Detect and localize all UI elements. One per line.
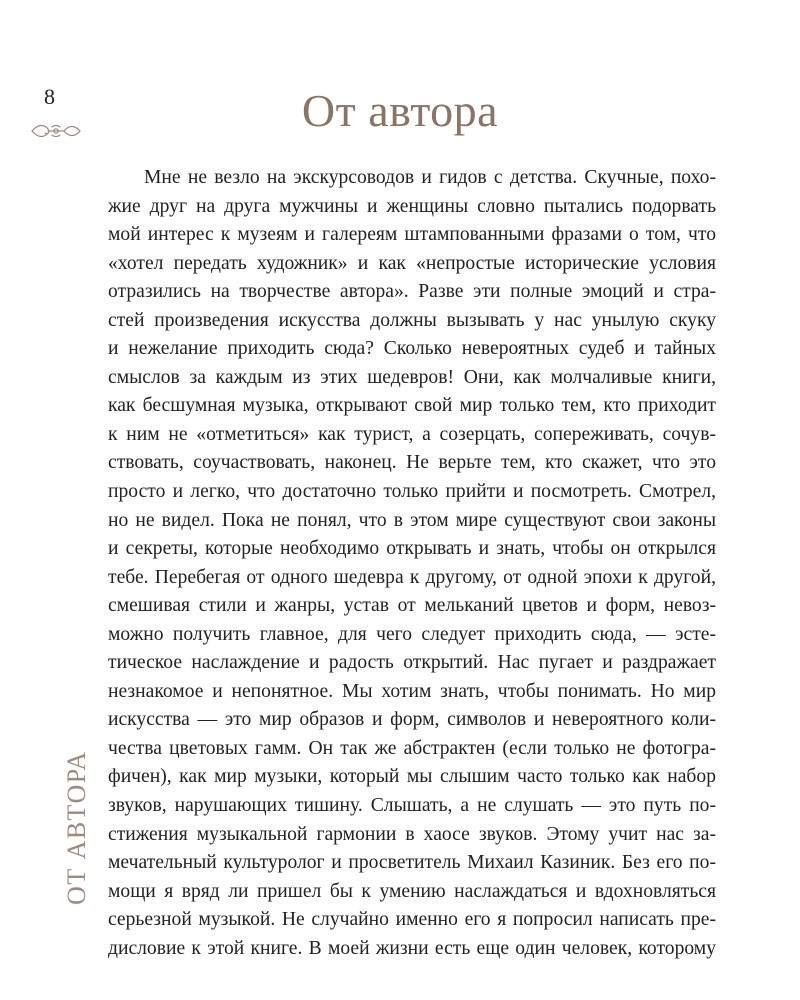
text-line: и нежелание приходить сюда? Сколько невероятных судеб и тайных [108, 338, 716, 360]
page-number: 8 [44, 84, 55, 109]
text-line: можно получить главное, для чего следует приходить сюда, — эсте- [108, 623, 716, 645]
text-line: стижения музыкальной гармонии в хаосе звуков. Этому учит нас за- [108, 823, 716, 845]
text-line: мощи я вряд ли пришел бы к умению наслаждаться и вдохновляться [108, 880, 716, 902]
text-line: искусства — это мир образов и форм, символов и невероятного коли- [108, 709, 716, 731]
text-line: фичен), как мир музыки, который мы слышим часто только как набор [108, 766, 716, 788]
text-line: как бесшумная музыка, открывают свой мир только тем, кто приходит [108, 395, 716, 417]
text-line: и секреты, которые необходимо открывать и знать, чтобы он открылся [108, 538, 716, 560]
text-line: мечательный культуролог и просветитель Михаил Казиник. Без его по- [108, 852, 716, 874]
text-line: смыслов за каждым из этих шедевров! Они, как молчаливые книги, [108, 366, 716, 388]
text-line: тебе. Перебегая от одного шедевра к другому, от одной эпохи к другой, [108, 566, 716, 588]
body-text [108, 164, 716, 963]
text-line: стей произведения искусства должны вызывать у нас унылую скуку [108, 309, 716, 331]
text-line: незнакомое и непонятное. Мы хотим знать, чтобы понимать. Но мир [108, 680, 716, 702]
text-line: Мне не везло на экскурсоводов и гидов с детства. Скучные, похо- [144, 167, 716, 188]
text-line: к ним не «отметиться» как турист, а созерцать, сопереживать, сочув- [108, 423, 716, 445]
text-line: мой интерес к музеям и галереям штампованными фразами о том, что [108, 224, 716, 246]
text-line: серьезной музыкой. Не случайно именно его я попросил написать пре- [108, 909, 716, 931]
text-line: чества цветовых гамм. Он так же абстрактен (если только не фотогра- [108, 737, 716, 759]
side-running-title: ОТ АВТОРА [62, 750, 91, 905]
text-line: ствовать, соучаствовать, наконец. Не верьте тем, кто скажет, что это [108, 452, 716, 474]
text-line: тическое наслаждение и радость открытий. Нас пугает и раздражает [108, 652, 716, 674]
text-line: «хотел передать художник» и как «непростые исторические условия [108, 252, 716, 274]
text-line: отразились на творчестве автора». Разве эти полные эмоций и стра- [108, 281, 716, 303]
text-line: дисловие к этой книге. В моей жизни есть еще один человек, которому [108, 937, 716, 959]
text-line: звуков, нарушающих тишину. Слышать, а не слушать — это путь по- [108, 795, 716, 817]
text-line: смешивая стили и жанры, устав от мельканий цветов и форм, невоз- [108, 595, 716, 617]
text-line: но не видел. Пока не понял, что в этом мире существуют свои законы [108, 509, 716, 531]
text-line: жие друг на друга мужчины и женщины словно пытались подорвать [108, 195, 716, 217]
text-line: просто и легко, что достаточно только прийти и посмотреть. Смотрел, [108, 481, 716, 503]
chapter-title: От автора [301, 85, 499, 136]
